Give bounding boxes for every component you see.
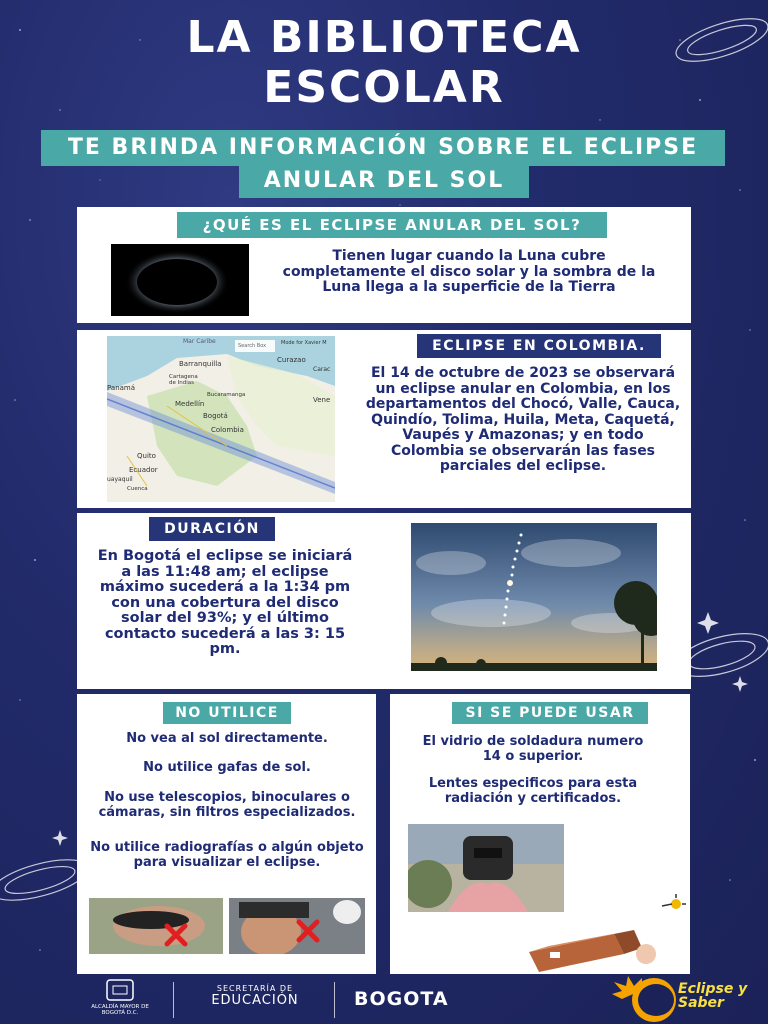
can-item-2: Lentes especificos para esta radiación y certificados. [428,776,638,806]
map-label-caracas: Carac [313,366,331,373]
footer-eclipse-text: Eclipse y Saber [678,981,748,1011]
map-label-ecuador: Ecuador [129,466,158,474]
can-item-1: El vidrio de soldadura numero 14 o superior. [422,734,644,764]
footer-alcaldia-text: ALCALDÍA MAYOR DE BOGOTÁ D.C. [91,1004,149,1016]
heading-colombia: ECLIPSE EN COLOMBIA. [417,334,661,358]
welding-mask-photo [408,824,564,912]
panel-duration [77,513,691,689]
heading-do-not-use: NO UTILICE [163,702,291,724]
eclipse-ring-icon [111,244,249,316]
footer-secretaria-small: SECRETARÍA DE [216,984,294,993]
map-label-bucaramanga: Bucaramanga [207,392,246,398]
heading-duration: DURACIÓN [149,517,275,541]
heading-can-use: SI SE PUEDE USAR [452,702,648,724]
map-label-venezuela: Vene [313,396,331,404]
footer-secretaria-big: EDUCACIÓN [211,993,299,1008]
heading-what-is: ¿QUÉ ES EL ECLIPSE ANULAR DEL SOL? [177,212,607,238]
sun-sparkle-icon [658,894,688,914]
map-label-panama: Panamá [107,384,136,392]
subtitle-banner-line2: ANULAR DEL SOL [239,164,529,198]
panel-do-not-use [77,694,376,974]
map-search-box: Search Box [238,343,267,349]
main-title-line2: ESCOLAR [263,62,505,113]
wrong-glasses-photo [89,898,223,954]
map-label-cartagena: Cartagena de Indias [169,374,198,386]
map-label-colombia: Colombia [211,426,244,434]
panel-what-is [77,207,691,323]
dont-item-1: No vea al sol directamente. [126,731,328,746]
footer-eclipse-logo [612,976,762,1022]
eclipse-sequence-photo [411,523,657,671]
map-label-barranquilla: Barranquilla [179,360,222,368]
text-duration: En Bogotá el eclipse se iniciará a las 11:48 am; el eclipse máximo sucederá a la 1:34 pm con una cobertura del disco solar del 93%; y el último contacto sucederá a las 3: 15 pm. [97,548,353,657]
map-label-guayaquil: uayaquil [107,476,133,483]
bogota-shield-icon [99,978,141,1004]
text-what-is: Tienen lugar cuando la Luna cubre completamente el disco solar y la sombra de la Luna llega a la superficie de la Tierra [282,248,656,295]
text-colombia: El 14 de octubre de 2023 se observará un eclipse anular en Colombia, en los departamentos del Chocó, Valle, Cauca, Quindío, Tolima, Huila, Meta, Caquetá, Vaupés y Amazonas; y en todo Colombia se observarán las fases parciales del eclipse. [365,365,681,474]
map-label-bogota: Bogotá [203,412,228,420]
map-label-sea: Mar Caribe [183,338,216,345]
annular-eclipse-image [111,244,249,316]
map-label-cuenca: Cuenca [127,486,148,492]
eclipse-path-map [107,336,335,502]
map-label-curazao: Curazao [277,356,306,364]
map-label-quito: Quito [137,452,156,460]
main-title-line1: LA BIBLIOTECA [186,12,582,63]
dont-item-4: No utilice radiografías o algún objeto para visualizar el eclipse. [90,840,364,870]
map-mode-label: Mode for Xavier M [281,340,327,346]
wrong-xray-photo [229,898,365,954]
footer-alcaldia-logo [80,978,160,1020]
footer-secretaria [190,984,320,1008]
map-label-medellin: Medellín [175,400,205,408]
footer-bogota-logo: BOGOTA [354,988,449,1010]
dont-item-2: No utilice gafas de sol. [143,760,311,775]
dont-item-3: No use telescopios, binoculares o cámaras, sin filtros especializados. [98,790,356,820]
panel-colombia [77,330,691,508]
footer-divider [173,982,174,1018]
footer-divider [334,982,335,1018]
subtitle-banner-line1: TE BRINDA INFORMACIÓN SOBRE EL ECLIPSE [41,130,725,166]
solar-viewer-box-drawing [524,912,664,974]
panel-can-use [390,694,690,974]
